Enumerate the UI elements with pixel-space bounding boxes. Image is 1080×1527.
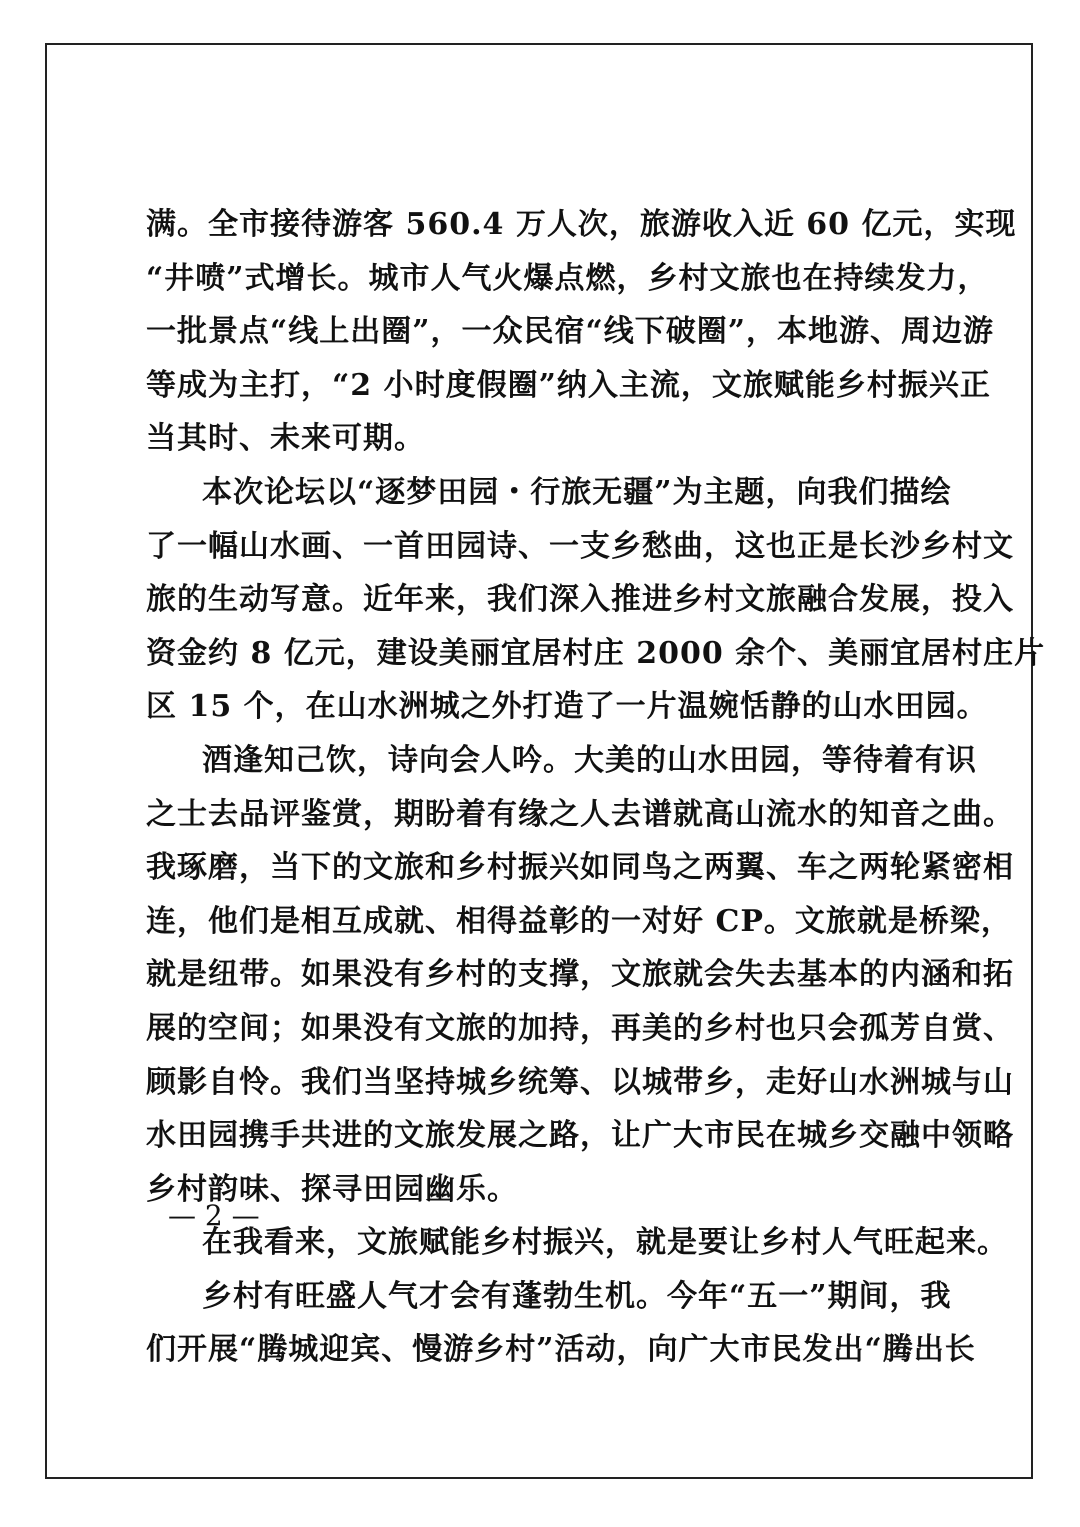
text-line: 们开展“腾城迎宾、慢游乡村”活动，向广大市民发出“腾出长 [146,1332,976,1368]
text-line: 就是纽带。如果没有乡村的支撑，文旅就会失去基本的内涵和拓 [146,957,1014,993]
text-line: 一批景点“线上出圈”，一众民宿“线下破圈”，本地游、周边游 [146,314,995,350]
text-line: 当其时、未来可期。 [146,421,425,457]
text-line: 顾影自怜。我们当坚持城乡统筹、以城带乡，走好山水洲城与山 [146,1064,1014,1100]
text-line: 连，他们是相互成就、相得益彰的一对好 CP。文旅就是桥梁， [146,903,1012,939]
text-line: 满。全市接待游客 560.4 万人次，旅游收入近 60 亿元，实现 [146,207,1017,242]
page-number: — 2 — [168,1199,260,1232]
paragraph-first-line: 乡村有旺盛人气才会有蓬勃生机。今年“五一”期间，我 [202,1278,952,1314]
text-line: 资金约 8 亿元，建设美丽宜居村庄 2000 余个、美丽宜居村庄片 [146,635,1046,671]
text-line: 乡村韵味、探寻田园幽乐。 [146,1171,518,1207]
document-body [146,198,1046,1377]
paragraph-first-line: 酒逢知己饮，诗向会人吟。大美的山水田园，等待着有识 [202,742,977,778]
text-line: 了一幅山水画、一首田园诗、一支乡愁曲，这也正是长沙乡村文 [146,528,1014,564]
text-line: 我琢磨，当下的文旅和乡村振兴如同鸟之两翼、车之两轮紧密相 [146,850,1014,886]
text-line: 水田园携手共进的文旅发展之路，让广大市民在城乡交融中领略 [146,1118,1014,1154]
text-line: “井喷”式增长。城市人气火爆点燃，乡村文旅也在持续发力， [146,260,989,296]
paragraph-first-line: 本次论坛以“逐梦田园・行旅无疆”为主题，向我们描绘 [202,474,952,510]
text-line: 等成为主打，“2 小时度假圈”纳入主流，文旅赋能乡村振兴正 [146,367,991,403]
text-line: 展的空间；如果没有文旅的加持，再美的乡村也只会孤芳自赏、 [146,1010,1014,1046]
text-line: 旅的生动写意。近年来，我们深入推进乡村文旅融合发展，投入 [146,582,1014,618]
text-line: 区 15 个，在山水洲城之外打造了一片温婉恬静的山水田园。 [146,689,988,725]
text-line: 之士去品评鉴赏，期盼着有缘之人去谱就高山流水的知音之曲。 [146,796,1014,832]
paragraph-first-line: 在我看来，文旅赋能乡村振兴，就是要让乡村人气旺起来。 [202,1225,1008,1261]
